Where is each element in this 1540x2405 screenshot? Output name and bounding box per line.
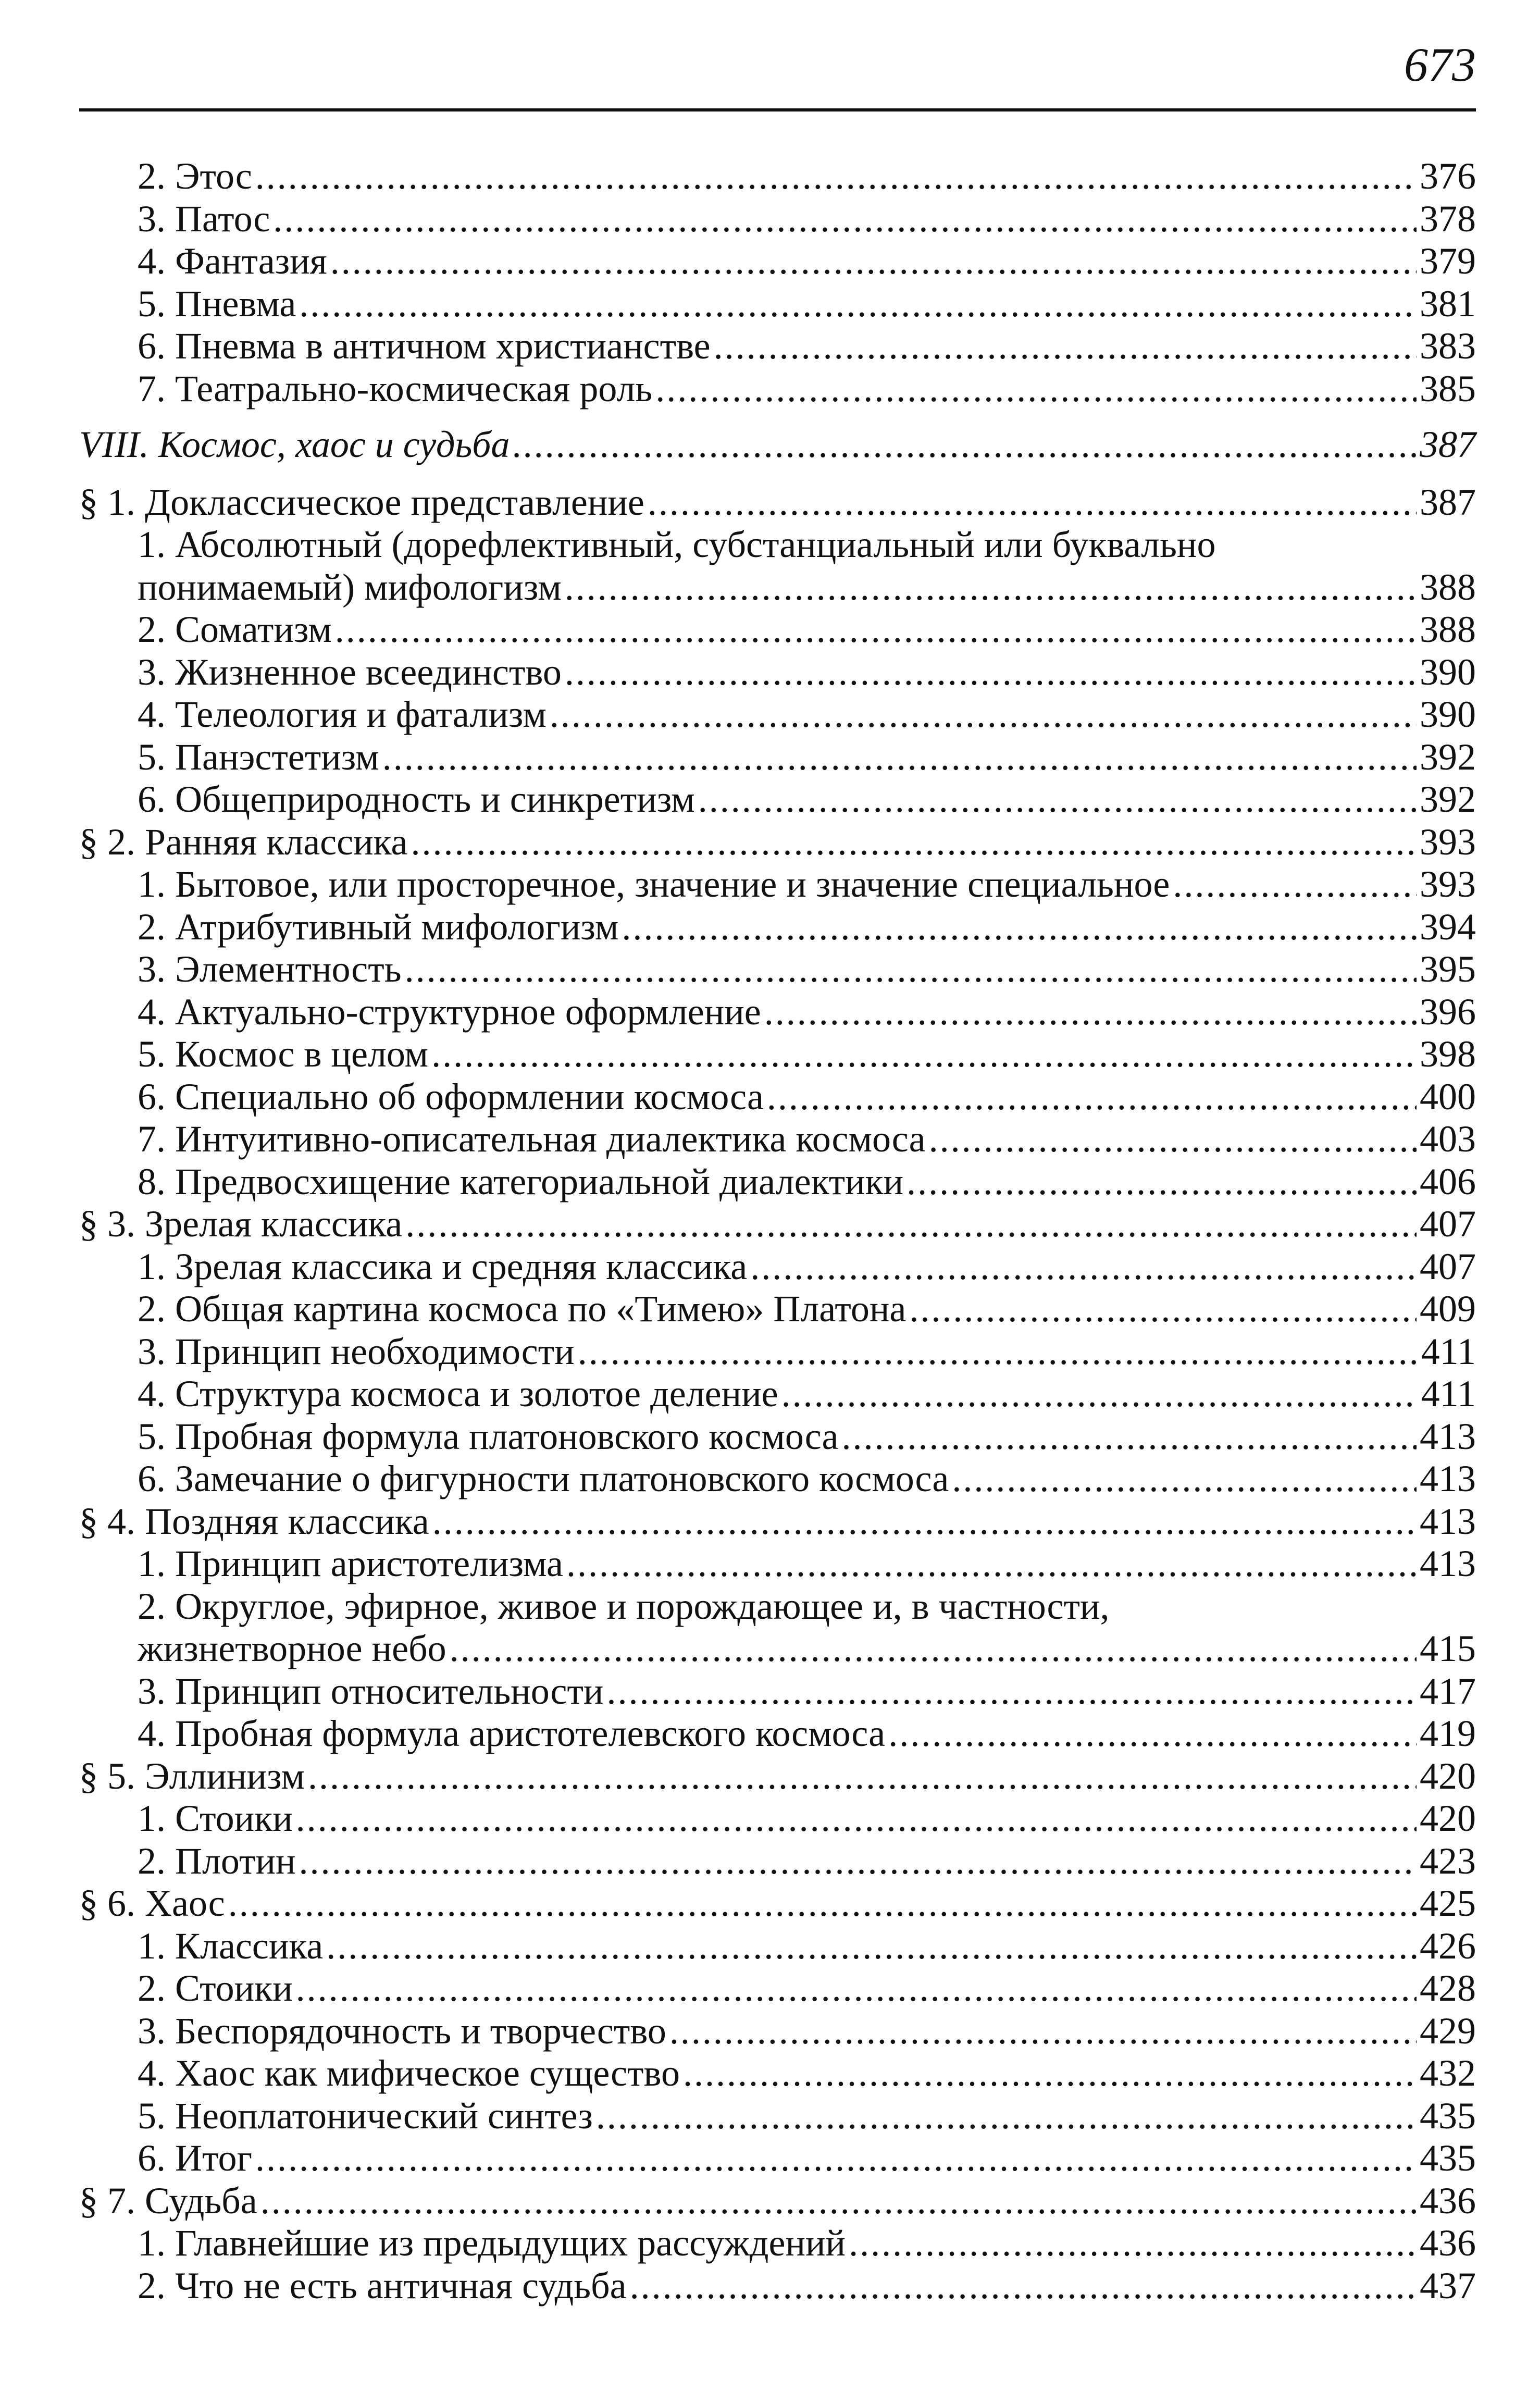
leader-dots (1173, 863, 1417, 906)
toc-entry-title: 1. Зрелая классика и средняя классика (138, 1245, 748, 1287)
toc-entry-title: 4. Пробная формула аристотелевского космоса (138, 1713, 886, 1754)
leader-dots (842, 1416, 1417, 1458)
toc-entry-page: 400 (1420, 1075, 1476, 1118)
toc-entry-page: 403 (1420, 1118, 1476, 1160)
toc-entry (79, 368, 1476, 411)
toc-section-entry (79, 1755, 1476, 1798)
toc-entry (79, 2137, 1476, 2180)
toc-entry-page: 415 (1420, 1628, 1476, 1669)
leader-dots (952, 1458, 1417, 1501)
table-of-contents (79, 155, 1476, 2307)
toc-entry (79, 1416, 1476, 1458)
toc-entry-title: 1. Классика (138, 1925, 324, 1967)
toc-entry (79, 948, 1476, 991)
leader-dots (630, 2265, 1417, 2308)
leader-dots (929, 1118, 1417, 1161)
toc-entry-page: 436 (1420, 2222, 1476, 2264)
toc-entry (79, 736, 1476, 779)
leader-dots (578, 1331, 1418, 1373)
toc-entry-page: 390 (1420, 693, 1476, 735)
toc-entry (79, 155, 1476, 198)
toc-entry-page: 409 (1420, 1288, 1476, 1330)
toc-entry-title: § 4. Поздняя классика (79, 1500, 429, 1542)
toc-entry-title: 5. Неоплатонический синтез (138, 2094, 593, 2137)
leader-dots (330, 240, 1417, 283)
toc-entry-page: 387 (1420, 424, 1476, 465)
toc-entry (79, 1331, 1476, 1373)
toc-entry-title: 4. Хаос как мифическое существо (138, 2052, 680, 2094)
toc-entry (79, 1118, 1476, 1161)
toc-entry-title: 8. Предвосхищение категориальной диалектики (138, 1160, 904, 1202)
toc-entry-page: 388 (1420, 566, 1476, 608)
toc-entry-page: 392 (1420, 778, 1476, 820)
toc-entry-title: 3. Принцип относительности (138, 1670, 604, 1712)
toc-entry-title: 3. Жизненное всеединство (138, 651, 562, 693)
toc-entry (79, 609, 1476, 651)
leader-dots (888, 1713, 1417, 1755)
toc-entry-title: 1. Стоики (138, 1797, 293, 1839)
toc-entry (79, 2010, 1476, 2053)
toc-entry-page: 376 (1420, 155, 1476, 197)
leader-dots (906, 1161, 1417, 1204)
toc-entry (79, 1246, 1476, 1288)
toc-entry-title: 1. Бытовое, или просторечное, значение и значение специальное (138, 863, 1170, 905)
toc-chapter-entry (79, 424, 1476, 466)
leader-dots (764, 991, 1417, 1034)
toc-entry-page: 395 (1420, 948, 1476, 990)
leader-dots (431, 1033, 1417, 1076)
toc-entry (79, 2222, 1476, 2265)
toc-section-entry (79, 2180, 1476, 2223)
toc-entry-page: 413 (1420, 1543, 1476, 1584)
toc-entry (79, 991, 1476, 1034)
toc-entry (79, 283, 1476, 326)
toc-entry-title: 3. Принцип необходимости (138, 1330, 575, 1372)
toc-entry-page: 437 (1420, 2264, 1476, 2307)
leader-dots (228, 1882, 1417, 1925)
leader-dots (683, 2052, 1417, 2095)
toc-entry-page: 432 (1420, 2052, 1476, 2094)
toc-entry-page: 390 (1420, 651, 1476, 693)
toc-entry-page: 381 (1420, 282, 1476, 325)
toc-entry (79, 1797, 1476, 1840)
toc-entry-page: 394 (1420, 906, 1476, 948)
toc-entry-page: 407 (1420, 1245, 1476, 1287)
leader-dots (606, 1670, 1417, 1713)
toc-entry (79, 198, 1476, 241)
toc-entry-page: 413 (1420, 1458, 1476, 1499)
toc-entry (79, 906, 1476, 949)
toc-entry-title: 4. Телеология и фатализм (138, 693, 547, 735)
page-number: 673 (1404, 38, 1476, 91)
toc-entry-page: 388 (1420, 609, 1476, 650)
toc-entry-title: 1. Абсолютный (дорефлективный, субстанциальный или буквально (138, 524, 1216, 565)
toc-entry-page: 379 (1420, 240, 1476, 282)
leader-dots (849, 2222, 1417, 2265)
leader-dots (296, 1967, 1417, 2010)
toc-entry (79, 1840, 1476, 1883)
toc-entry-title: 3. Элементность (138, 948, 402, 990)
toc-entry-title: § 3. Зрелая классика (79, 1203, 403, 1245)
toc-entry-title: § 2. Ранняя классика (79, 821, 408, 863)
leader-dots (655, 368, 1417, 411)
toc-entry-page: 426 (1420, 1925, 1476, 1967)
toc-entry (79, 1458, 1476, 1501)
toc-entry-title: 3. Патос (138, 197, 270, 240)
toc-entry-title: 2. Атрибутивный мифологизм (138, 906, 619, 948)
toc-entry-page: 413 (1420, 1500, 1476, 1542)
toc-entry-page: 428 (1420, 1967, 1476, 2009)
leader-dots (255, 155, 1417, 198)
toc-entry-page: 420 (1420, 1755, 1476, 1797)
toc-entry-page: 393 (1420, 821, 1476, 863)
toc-section-entry (79, 821, 1476, 864)
toc-entry (79, 2095, 1476, 2138)
leader-dots (909, 1288, 1417, 1331)
toc-entry-title: 6. Замечание о фигурности платоновского космоса (138, 1458, 949, 1499)
toc-entry-title: 4. Фантазия (138, 240, 327, 282)
toc-entry-title: 2. Округлое, эфирное, живое и порождающее и, в частности, (138, 1585, 1110, 1627)
toc-entry (79, 1033, 1476, 1076)
toc-entry-page: 411 (1421, 1330, 1476, 1372)
toc-entry-title: понимаемый) мифологизм (138, 566, 562, 608)
header-rule (79, 108, 1476, 111)
leader-dots (669, 2010, 1417, 2053)
toc-entry-page: 435 (1420, 2137, 1476, 2179)
toc-section-entry (79, 1882, 1476, 1925)
toc-entry-title: 2. Плотин (138, 1840, 296, 1882)
leader-dots (255, 2137, 1417, 2180)
toc-entry-title: § 1. Доклассическое представление (79, 481, 644, 523)
toc-entry-title: 1. Главнейшие из предыдущих рассуждений (138, 2222, 846, 2264)
toc-entry (79, 1373, 1476, 1416)
leader-dots (714, 325, 1417, 368)
toc-entry-title: 7. Интуитивно-описательная диалектика космоса (138, 1118, 926, 1160)
toc-entry-title: жизнетворное небо (138, 1628, 446, 1669)
toc-entry-title: 2. Что не есть античная судьба (138, 2264, 627, 2307)
toc-entry-page: 425 (1420, 1882, 1476, 1924)
toc-entry-page: 383 (1420, 325, 1476, 367)
toc-entry (79, 1628, 1476, 1670)
toc-entry-title: 3. Беспорядочность и творчество (138, 2010, 666, 2052)
toc-entry (79, 1670, 1476, 1713)
toc-entry (79, 524, 1476, 566)
leader-dots (326, 1925, 1417, 1968)
leader-dots (622, 906, 1417, 949)
toc-entry (79, 1161, 1476, 1204)
toc-entry-title: 5. Пробная формула платоновского космоса (138, 1415, 839, 1457)
toc-entry (79, 863, 1476, 906)
toc-entry-title: 2. Этос (138, 155, 252, 197)
toc-entry-title: 6. Общеприродность и синкретизм (138, 778, 695, 820)
leader-dots (781, 1373, 1418, 1416)
leader-dots (411, 821, 1417, 864)
toc-entry-title: § 5. Эллинизм (79, 1755, 305, 1797)
leader-dots (767, 1076, 1417, 1119)
toc-entry-page: 393 (1420, 863, 1476, 905)
toc-entry (79, 1967, 1476, 2010)
toc-entry (79, 651, 1476, 694)
leader-dots (335, 609, 1417, 651)
toc-entry (79, 1288, 1476, 1331)
toc-entry-page: 429 (1420, 2010, 1476, 2052)
leader-dots (308, 1755, 1417, 1798)
leader-dots (698, 778, 1417, 821)
toc-entry-title: § 7. Судьба (79, 2179, 257, 2222)
leader-dots (648, 481, 1417, 524)
leader-dots (565, 651, 1417, 694)
toc-entry-title: 4. Структура космоса и золотое деление (138, 1373, 778, 1415)
toc-entry (79, 1585, 1476, 1628)
toc-entry (79, 1713, 1476, 1755)
toc-entry (79, 2265, 1476, 2308)
toc-entry-page: 398 (1420, 1033, 1476, 1075)
toc-entry (79, 566, 1476, 609)
toc-entry-title: § 6. Хаос (79, 1882, 225, 1924)
leader-dots (450, 1628, 1417, 1670)
leader-dots (260, 2180, 1417, 2223)
toc-entry-page: 406 (1420, 1160, 1476, 1202)
toc-entry-title: 2. Соматизм (138, 609, 332, 650)
toc-entry-page: 420 (1420, 1797, 1476, 1839)
toc-entry-page: 423 (1420, 1840, 1476, 1882)
toc-entry-page: 396 (1420, 990, 1476, 1033)
toc-entry-title: 1. Принцип аристотелизма (138, 1543, 563, 1584)
toc-entry-title: 5. Панэстетизм (138, 736, 379, 778)
toc-entry-title: 6. Пневма в античном христианстве (138, 325, 711, 367)
toc-section-entry (79, 1501, 1476, 1543)
toc-entry-page: 419 (1420, 1713, 1476, 1754)
leader-dots (299, 283, 1417, 326)
leader-dots (566, 1543, 1417, 1585)
toc-entry-title: 4. Актуально-структурное оформление (138, 990, 761, 1033)
leader-dots (750, 1246, 1417, 1288)
toc-entry-title: 5. Космос в целом (138, 1033, 429, 1075)
leader-dots (596, 2095, 1417, 2138)
toc-entry-title: 6. Итог (138, 2137, 253, 2179)
toc-entry (79, 1543, 1476, 1585)
toc-section-entry (79, 481, 1476, 524)
toc-entry-page: 436 (1420, 2179, 1476, 2222)
toc-entry-title: 6. Специально об оформлении космоса (138, 1075, 764, 1118)
leader-dots (299, 1840, 1417, 1883)
leader-dots (513, 424, 1417, 466)
toc-entry-page: 413 (1420, 1415, 1476, 1457)
toc-entry-title: 5. Пневма (138, 282, 296, 325)
toc-entry-title: VIII. Космос, хаос и судьба (79, 424, 510, 465)
leader-dots (565, 566, 1417, 609)
toc-entry (79, 2052, 1476, 2095)
toc-entry-title: 7. Театрально-космическая роль (138, 367, 653, 410)
toc-entry (79, 693, 1476, 736)
toc-entry-page: 435 (1420, 2094, 1476, 2137)
leader-dots (273, 198, 1417, 241)
leader-dots (550, 693, 1417, 736)
toc-entry-title: 2. Стоики (138, 1967, 293, 2009)
leader-dots (296, 1797, 1417, 1840)
toc-entry-page: 387 (1420, 481, 1476, 523)
leader-dots (432, 1501, 1417, 1543)
toc-entry-page: 392 (1420, 736, 1476, 778)
toc-entry (79, 778, 1476, 821)
toc-entry (79, 325, 1476, 368)
leader-dots (382, 736, 1417, 779)
toc-entry (79, 1925, 1476, 1968)
toc-entry-title: 2. Общая картина космоса по «Тимею» Платона (138, 1288, 906, 1330)
leader-dots (405, 1203, 1417, 1246)
toc-section-entry (79, 1203, 1476, 1246)
toc-entry-page: 378 (1420, 197, 1476, 240)
toc-entry (79, 1076, 1476, 1119)
toc-entry-page: 411 (1421, 1373, 1476, 1415)
toc-entry-page: 407 (1420, 1203, 1476, 1245)
toc-entry-page: 417 (1420, 1670, 1476, 1712)
toc-entry-page: 385 (1420, 367, 1476, 410)
leader-dots (405, 948, 1417, 991)
toc-entry (79, 240, 1476, 283)
